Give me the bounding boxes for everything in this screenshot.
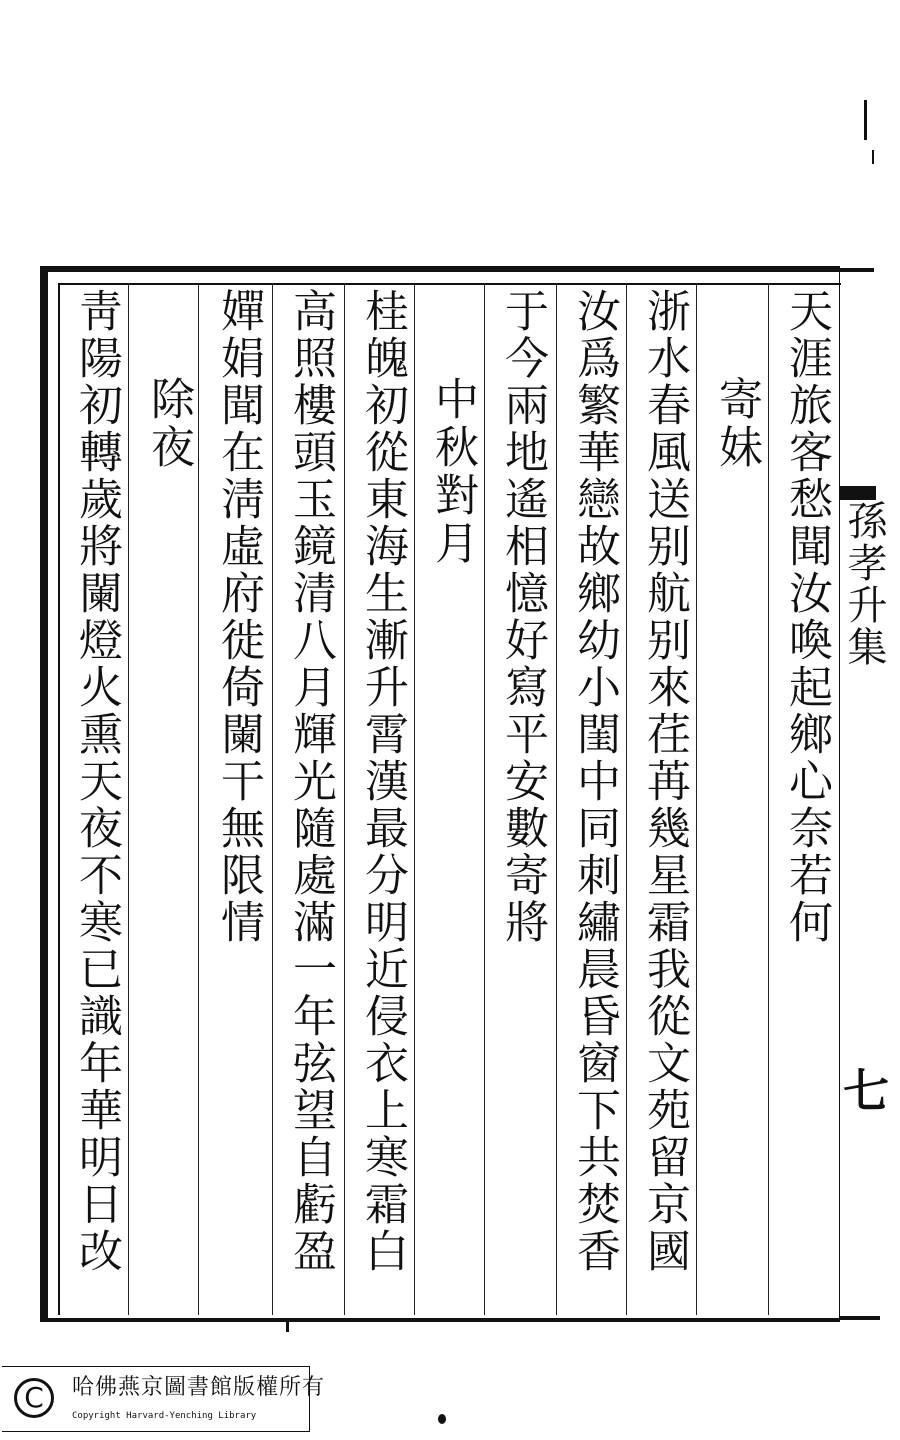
edge-rule-bottom bbox=[840, 1316, 880, 1320]
collection-title: 孫孝升集 bbox=[841, 500, 887, 668]
copyright-icon: C bbox=[14, 1378, 54, 1418]
page-number: 七 bbox=[843, 1064, 889, 1118]
column-rule bbox=[556, 285, 557, 1315]
edge-mark bbox=[864, 100, 867, 140]
text-column-4: 汝爲繁華戀故鄉幼小閨中同刺繡晨昏窗下共焚香 bbox=[569, 288, 620, 1275]
column-rule bbox=[484, 285, 485, 1315]
column-rule bbox=[198, 285, 199, 1315]
edge-mark bbox=[872, 150, 874, 164]
poem-title-ji-mei: 寄妹 bbox=[711, 376, 762, 472]
ink-speck bbox=[286, 1322, 289, 1332]
text-column-7: 桂魄初從東海生漸升霄漢最分明近侵衣上寒霜白 bbox=[357, 288, 408, 1275]
text-column-9: 嬋娟聞在淸虛府徙倚闌干無限情 bbox=[213, 288, 264, 946]
copyright-english: Copyright Harvard-Yenching Library bbox=[72, 1411, 257, 1421]
text-column-5: 于今兩地遙相憶好寫平安數寄將 bbox=[497, 288, 548, 946]
column-rule bbox=[626, 285, 627, 1315]
ink-speck bbox=[438, 1414, 446, 1424]
text-column-8: 高照樓頭玉鏡清八月輝光隨處滿一年弦望自虧盈 bbox=[285, 288, 336, 1275]
poem-title-chuye: 除夜 bbox=[143, 376, 194, 472]
fish-tail-mark bbox=[840, 486, 876, 500]
text-column-3: 浙水春風送别航别來荏苒幾星霜我從文苑留京國 bbox=[639, 288, 690, 1275]
text-column-1: 天涯旅客愁聞汝喚起鄉心奈若何 bbox=[781, 288, 832, 946]
text-column-11: 靑陽初轉歲將闌燈火熏天夜不寒已識年華明日改 bbox=[71, 288, 122, 1275]
column-rule bbox=[272, 285, 273, 1315]
copyright-chinese: 哈佛燕京圖書館版權所有 bbox=[72, 1375, 326, 1400]
poem-title-zhongqiu: 中秋對月 bbox=[427, 376, 478, 568]
column-rule bbox=[414, 285, 415, 1315]
edge-rule-top bbox=[840, 268, 874, 272]
column-rule bbox=[768, 285, 769, 1315]
column-rule bbox=[696, 285, 697, 1315]
column-rule bbox=[128, 285, 129, 1315]
column-rule bbox=[344, 285, 345, 1315]
